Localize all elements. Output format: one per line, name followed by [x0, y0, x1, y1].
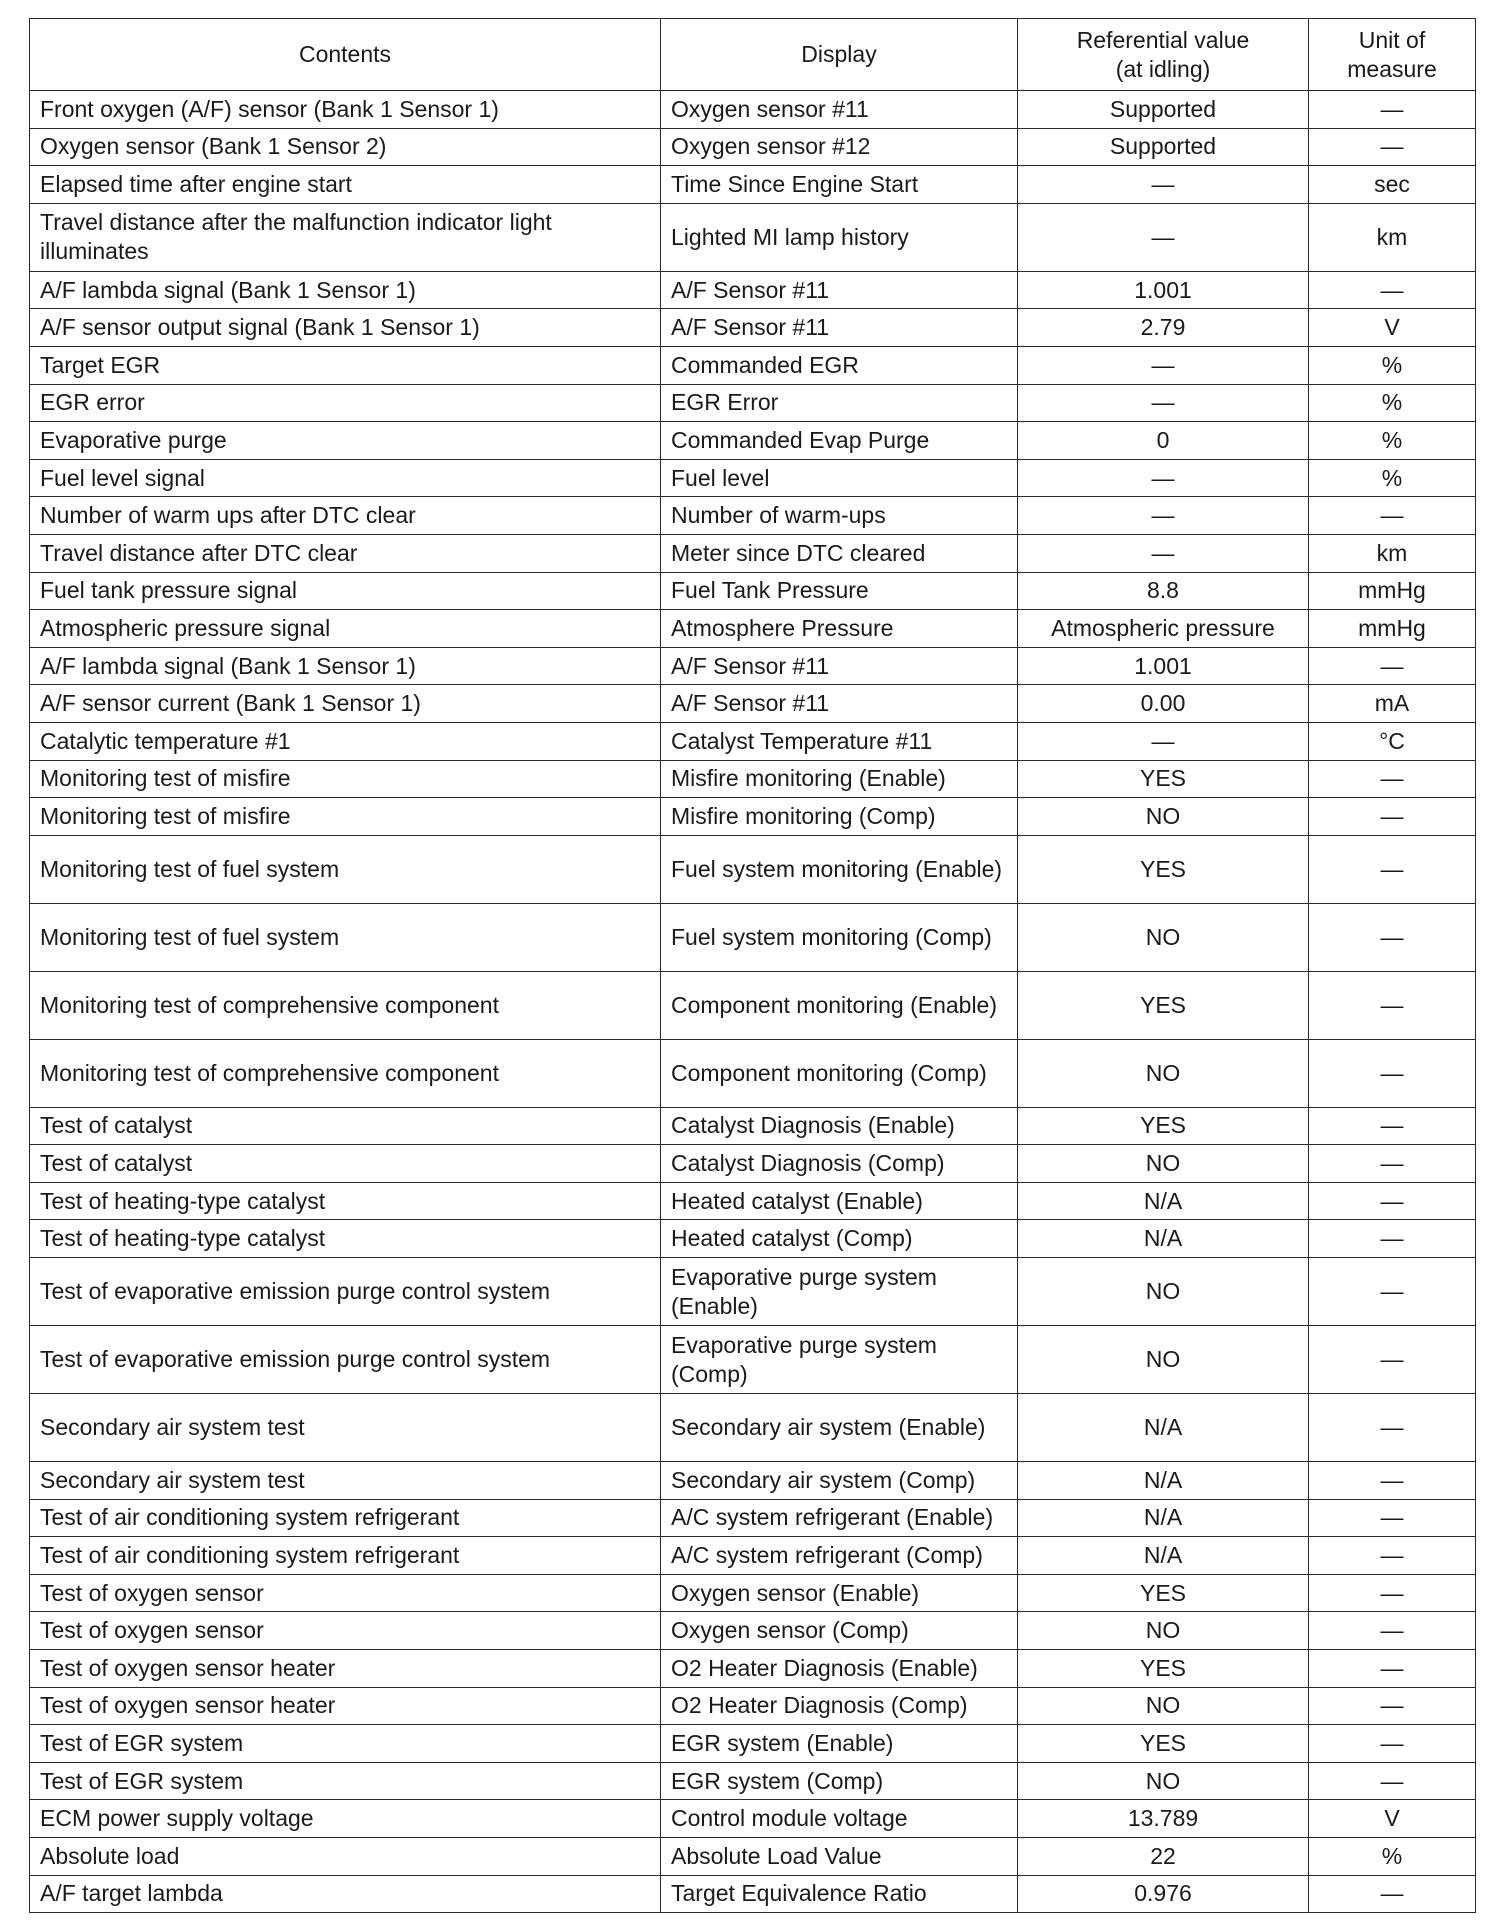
cell-unit: — [1309, 1039, 1476, 1107]
cell-unit: — [1309, 1182, 1476, 1220]
cell-referential-value: YES [1018, 1725, 1309, 1763]
cell-referential-value: NO [1018, 1612, 1309, 1650]
table-row [30, 647, 1476, 685]
cell-display: Catalyst Diagnosis (Comp) [661, 1145, 1018, 1183]
table-row [30, 1258, 1476, 1326]
table-row [30, 1537, 1476, 1575]
table-row [30, 1220, 1476, 1258]
cell-referential-value: NO [1018, 798, 1309, 836]
cell-display: EGR system (Enable) [661, 1725, 1018, 1763]
cell-unit: — [1309, 835, 1476, 903]
cell-display: Oxygen sensor #11 [661, 91, 1018, 129]
cell-referential-value: YES [1018, 835, 1309, 903]
cell-referential-value: YES [1018, 971, 1309, 1039]
table-row [30, 1462, 1476, 1500]
cell-display: Heated catalyst (Comp) [661, 1220, 1018, 1258]
cell-contents: Monitoring test of misfire [30, 760, 661, 798]
header-unit-of-measure [1309, 19, 1476, 91]
cell-referential-value: Supported [1018, 91, 1309, 129]
cell-contents: Test of evaporative emission purge control system [30, 1326, 661, 1394]
cell-display: Time Since Engine Start [661, 166, 1018, 204]
cell-referential-value: 2.79 [1018, 309, 1309, 347]
table-row [30, 1574, 1476, 1612]
cell-display: Atmosphere Pressure [661, 610, 1018, 648]
cell-unit: % [1309, 422, 1476, 460]
cell-referential-value: YES [1018, 1574, 1309, 1612]
cell-contents: A/F sensor current (Bank 1 Sensor 1) [30, 685, 661, 723]
table-row [30, 309, 1476, 347]
cell-referential-value: 22 [1018, 1838, 1309, 1876]
cell-unit: — [1309, 647, 1476, 685]
table-header [30, 19, 1476, 91]
table-row [30, 835, 1476, 903]
cell-contents: A/F sensor output signal (Bank 1 Sensor 1) [30, 309, 661, 347]
cell-display: Fuel Tank Pressure [661, 572, 1018, 610]
cell-contents: Monitoring test of fuel system [30, 903, 661, 971]
cell-contents: Test of heating-type catalyst [30, 1220, 661, 1258]
header-referential-value [1018, 19, 1309, 91]
cell-unit: mA [1309, 685, 1476, 723]
cell-contents: Test of air conditioning system refrigerant [30, 1499, 661, 1537]
cell-unit: — [1309, 1687, 1476, 1725]
header-unit-line2: measure [1347, 55, 1437, 82]
table-row [30, 128, 1476, 166]
table-row [30, 1725, 1476, 1763]
cell-unit: — [1309, 971, 1476, 1039]
header-unit-line1: Unit of [1358, 26, 1426, 53]
header-row [30, 19, 1476, 91]
cell-contents: Number of warm ups after DTC clear [30, 497, 661, 535]
table-row [30, 1875, 1476, 1913]
cell-unit: % [1309, 459, 1476, 497]
cell-unit: — [1309, 1762, 1476, 1800]
cell-display: Secondary air system (Enable) [661, 1394, 1018, 1462]
cell-contents: A/F target lambda [30, 1875, 661, 1913]
table-row [30, 685, 1476, 723]
cell-display: Control module voltage [661, 1800, 1018, 1838]
cell-display: Commanded EGR [661, 346, 1018, 384]
cell-display: Number of warm-ups [661, 497, 1018, 535]
cell-referential-value: NO [1018, 1687, 1309, 1725]
table-row [30, 534, 1476, 572]
cell-unit: — [1309, 1537, 1476, 1575]
table-row [30, 166, 1476, 204]
header-referential-value-line2: (at idling) [1115, 55, 1211, 82]
cell-contents: Test of oxygen sensor heater [30, 1650, 661, 1688]
cell-display: EGR system (Comp) [661, 1762, 1018, 1800]
cell-referential-value: N/A [1018, 1220, 1309, 1258]
cell-contents: A/F lambda signal (Bank 1 Sensor 1) [30, 271, 661, 309]
cell-unit: km [1309, 203, 1476, 271]
cell-unit: — [1309, 497, 1476, 535]
cell-unit: — [1309, 128, 1476, 166]
cell-unit: — [1309, 1462, 1476, 1500]
table-row [30, 722, 1476, 760]
cell-referential-value: YES [1018, 1107, 1309, 1145]
cell-unit: — [1309, 1499, 1476, 1537]
cell-referential-value: 0 [1018, 422, 1309, 460]
cell-unit: — [1309, 1394, 1476, 1462]
cell-contents: Front oxygen (A/F) sensor (Bank 1 Sensor 1) [30, 91, 661, 129]
cell-contents: Test of air conditioning system refrigerant [30, 1537, 661, 1575]
cell-contents: Travel distance after the malfunction indicator light illuminates [30, 203, 661, 271]
header-contents: Contents [30, 19, 661, 91]
cell-display: Absolute Load Value [661, 1838, 1018, 1876]
cell-contents: Test of catalyst [30, 1145, 661, 1183]
table-row [30, 271, 1476, 309]
cell-unit: — [1309, 1326, 1476, 1394]
cell-unit: % [1309, 346, 1476, 384]
cell-contents: Oxygen sensor (Bank 1 Sensor 2) [30, 128, 661, 166]
cell-referential-value: — [1018, 166, 1309, 204]
cell-unit: — [1309, 1725, 1476, 1763]
cell-unit: °C [1309, 722, 1476, 760]
cell-unit: — [1309, 1875, 1476, 1913]
cell-contents: ECM power supply voltage [30, 1800, 661, 1838]
cell-referential-value: YES [1018, 1650, 1309, 1688]
cell-unit: mmHg [1309, 572, 1476, 610]
cell-contents: Test of EGR system [30, 1762, 661, 1800]
cell-contents: Secondary air system test [30, 1462, 661, 1500]
cell-display: O2 Heater Diagnosis (Comp) [661, 1687, 1018, 1725]
cell-referential-value: 0.00 [1018, 685, 1309, 723]
cell-display: Oxygen sensor #12 [661, 128, 1018, 166]
cell-referential-value: N/A [1018, 1499, 1309, 1537]
cell-contents: A/F lambda signal (Bank 1 Sensor 1) [30, 647, 661, 685]
cell-unit: — [1309, 1145, 1476, 1183]
cell-referential-value: NO [1018, 1039, 1309, 1107]
cell-unit: — [1309, 1574, 1476, 1612]
cell-display: Fuel system monitoring (Comp) [661, 903, 1018, 971]
table-row [30, 610, 1476, 648]
header-referential-value-line1: Referential value [1076, 26, 1250, 53]
table-row [30, 1800, 1476, 1838]
cell-unit: — [1309, 1612, 1476, 1650]
table-row [30, 497, 1476, 535]
cell-unit: V [1309, 1800, 1476, 1838]
cell-contents: Elapsed time after engine start [30, 166, 661, 204]
cell-contents: Test of EGR system [30, 1725, 661, 1763]
cell-contents: Test of evaporative emission purge control system [30, 1258, 661, 1326]
cell-display: A/F Sensor #11 [661, 685, 1018, 723]
table-row [30, 572, 1476, 610]
table-row [30, 1650, 1476, 1688]
table-row [30, 1838, 1476, 1876]
cell-referential-value: — [1018, 384, 1309, 422]
cell-display: Evaporative purge system (Comp) [661, 1326, 1018, 1394]
cell-display: Commanded Evap Purge [661, 422, 1018, 460]
cell-display: A/C system refrigerant (Comp) [661, 1537, 1018, 1575]
cell-contents: Absolute load [30, 1838, 661, 1876]
cell-contents: Fuel level signal [30, 459, 661, 497]
cell-unit: — [1309, 1650, 1476, 1688]
cell-display: Catalyst Temperature #11 [661, 722, 1018, 760]
cell-display: Component monitoring (Comp) [661, 1039, 1018, 1107]
cell-contents: Target EGR [30, 346, 661, 384]
cell-unit: — [1309, 798, 1476, 836]
cell-unit: — [1309, 1220, 1476, 1258]
cell-unit: — [1309, 903, 1476, 971]
table-row [30, 1762, 1476, 1800]
cell-display: Lighted MI lamp history [661, 203, 1018, 271]
cell-display: Catalyst Diagnosis (Enable) [661, 1107, 1018, 1145]
cell-referential-value: N/A [1018, 1537, 1309, 1575]
cell-unit: — [1309, 760, 1476, 798]
cell-display: Component monitoring (Enable) [661, 971, 1018, 1039]
table-row [30, 203, 1476, 271]
cell-referential-value: — [1018, 722, 1309, 760]
cell-contents: Travel distance after DTC clear [30, 534, 661, 572]
cell-unit: sec [1309, 166, 1476, 204]
cell-unit: V [1309, 309, 1476, 347]
cell-referential-value: N/A [1018, 1394, 1309, 1462]
table-row [30, 1039, 1476, 1107]
cell-referential-value: Atmospheric pressure [1018, 610, 1309, 648]
cell-display: Oxygen sensor (Enable) [661, 1574, 1018, 1612]
cell-unit: — [1309, 271, 1476, 309]
cell-display: Fuel system monitoring (Enable) [661, 835, 1018, 903]
cell-display: A/C system refrigerant (Enable) [661, 1499, 1018, 1537]
cell-display: Misfire monitoring (Comp) [661, 798, 1018, 836]
cell-contents: Catalytic temperature #1 [30, 722, 661, 760]
cell-referential-value: N/A [1018, 1182, 1309, 1220]
cell-referential-value: N/A [1018, 1462, 1309, 1500]
table-row [30, 1145, 1476, 1183]
cell-contents: Atmospheric pressure signal [30, 610, 661, 648]
cell-referential-value: Supported [1018, 128, 1309, 166]
cell-referential-value: YES [1018, 760, 1309, 798]
cell-display: Heated catalyst (Enable) [661, 1182, 1018, 1220]
cell-display: Misfire monitoring (Enable) [661, 760, 1018, 798]
table-row [30, 91, 1476, 129]
cell-contents: Secondary air system test [30, 1394, 661, 1462]
table-row [30, 971, 1476, 1039]
cell-unit: — [1309, 91, 1476, 129]
cell-contents: Test of oxygen sensor [30, 1574, 661, 1612]
cell-contents: Test of oxygen sensor heater [30, 1687, 661, 1725]
cell-display: Meter since DTC cleared [661, 534, 1018, 572]
cell-referential-value: 13.789 [1018, 1800, 1309, 1838]
cell-unit: mmHg [1309, 610, 1476, 648]
cell-contents: Monitoring test of misfire [30, 798, 661, 836]
cell-referential-value: 1.001 [1018, 647, 1309, 685]
cell-display: Fuel level [661, 459, 1018, 497]
cell-referential-value: — [1018, 203, 1309, 271]
table-row [30, 1499, 1476, 1537]
table-row [30, 422, 1476, 460]
cell-referential-value: 1.001 [1018, 271, 1309, 309]
table-row [30, 384, 1476, 422]
cell-display: Evaporative purge system (Enable) [661, 1258, 1018, 1326]
cell-unit: % [1309, 384, 1476, 422]
cell-unit: — [1309, 1258, 1476, 1326]
cell-contents: Fuel tank pressure signal [30, 572, 661, 610]
cell-referential-value: 0.976 [1018, 1875, 1309, 1913]
cell-display: A/F Sensor #11 [661, 309, 1018, 347]
table-row [30, 1394, 1476, 1462]
cell-referential-value: — [1018, 459, 1309, 497]
cell-referential-value: NO [1018, 903, 1309, 971]
cell-contents: Evaporative purge [30, 422, 661, 460]
cell-referential-value: NO [1018, 1258, 1309, 1326]
cell-display: A/F Sensor #11 [661, 647, 1018, 685]
cell-contents: EGR error [30, 384, 661, 422]
table-row [30, 1107, 1476, 1145]
cell-referential-value: NO [1018, 1145, 1309, 1183]
cell-unit: % [1309, 1838, 1476, 1876]
cell-display: Target Equivalence Ratio [661, 1875, 1018, 1913]
table-row [30, 1326, 1476, 1394]
table-row [30, 1612, 1476, 1650]
table-row [30, 1687, 1476, 1725]
cell-referential-value: — [1018, 534, 1309, 572]
table-row [30, 903, 1476, 971]
cell-display: Secondary air system (Comp) [661, 1462, 1018, 1500]
table-body [30, 91, 1476, 1913]
table-row [30, 346, 1476, 384]
table-row [30, 459, 1476, 497]
cell-referential-value: NO [1018, 1326, 1309, 1394]
table-row [30, 1182, 1476, 1220]
table-row [30, 760, 1476, 798]
cell-contents: Test of oxygen sensor [30, 1612, 661, 1650]
cell-unit: km [1309, 534, 1476, 572]
cell-unit: — [1309, 1107, 1476, 1145]
cell-referential-value: 8.8 [1018, 572, 1309, 610]
cell-contents: Monitoring test of comprehensive component [30, 971, 661, 1039]
cell-display: Oxygen sensor (Comp) [661, 1612, 1018, 1650]
cell-contents: Test of heating-type catalyst [30, 1182, 661, 1220]
table-row [30, 798, 1476, 836]
cell-referential-value: — [1018, 497, 1309, 535]
cell-display: A/F Sensor #11 [661, 271, 1018, 309]
cell-display: O2 Heater Diagnosis (Enable) [661, 1650, 1018, 1688]
cell-contents: Monitoring test of comprehensive component [30, 1039, 661, 1107]
cell-referential-value: NO [1018, 1762, 1309, 1800]
cell-contents: Test of catalyst [30, 1107, 661, 1145]
cell-display: EGR Error [661, 384, 1018, 422]
cell-referential-value: — [1018, 346, 1309, 384]
data-monitor-table [29, 18, 1476, 1913]
header-display: Display [661, 19, 1018, 91]
cell-contents: Monitoring test of fuel system [30, 835, 661, 903]
